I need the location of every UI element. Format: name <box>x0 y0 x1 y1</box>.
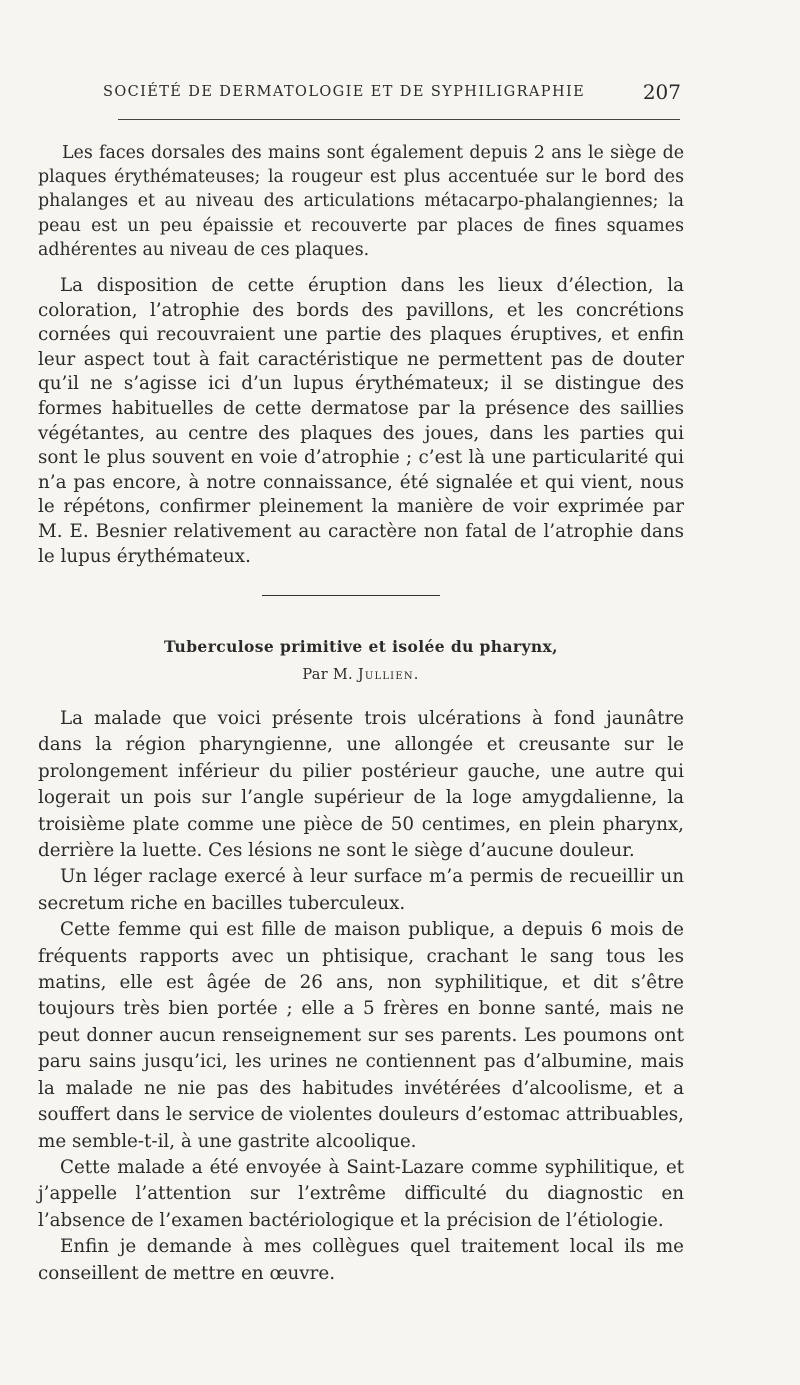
article-byline <box>38 667 684 683</box>
section-separator <box>262 595 440 596</box>
running-title: SOCIÉTÉ DE DERMATOLOGIE ET DE SYPHILIGRAPHIE <box>103 84 586 100</box>
paragraph: Cette femme qui est fille de maison publique, a depuis 6 mois de fréquents rapports avec un phtisique, crachant le sang tous les matins, elle est âgée de 26 ans, non syphilitique, et dit s’être toujours très bien portée ; elle a 5 frères en bonne santé, mais ne peut donner aucun renseignement sur ses parents. Les poumons ont paru sains jusqu’ici, les urines ne contiennent pas d’albumine, mais la malade ne nie pas des habitudes invétérées d’alcoolisme, et a souffert dans le service de violentes douleurs d’estomac attribuables, me semble-t-il, à une gastrite alcoolique. <box>38 919 684 1152</box>
byline-prefix: Par M. <box>302 667 353 683</box>
paragraph: La disposition de cette éruption dans les lieux d’élection, la coloration, l’atrophie des bords des pavillons, et les concrétions cornées qui recouvraient une partie des plaques éruptives, et enfin leur aspect tout à fait caractéristique ne permettent pas de douter qu’il ne s’agisse ici d’un lupus érythémateux; il se distingue des formes habituelles de cette dermatose par la présence des saillies végétantes, au centre des plaques des joues, dans les parties qui sont le plus souvent en voie d’atrophie ; c’est là une particularité qui n’a pas encore, à notre connaissance, été signalée et qui vient, nous le répétons, confirmer pleinement la manière de voir exprimée par M. E. Besnier relativement au caractère non fatal de l’atrophie dans le lupus érythémateux. <box>38 275 684 567</box>
paragraph: Les faces dorsales des mains sont également depuis 2 ans le siège de plaques érythémateuses; la rougeur est plus accentuée sur le bord des phalanges et au niveau des articulations métacarpo-phalangiennes; la peau est un peu épaissie et recouverte par places de fines squames adhérentes au niveau de ces plaques. <box>38 143 684 260</box>
article-title: Tuberculose primitive et isolée du pharynx, <box>164 637 558 656</box>
paragraph: Un léger raclage exercé à leur surface m’a permis de recueillir un secretum riche en bacilles tuberculeux. <box>38 866 684 914</box>
paragraph: La malade que voici présente trois ulcérations à fond jaunâtre dans la région pharyngienne, une allongée et creusante sur le prolongement inférieur du pilier postérieur gauche, une autre qui logerait un pois sur l’angle supérieur de la loge amygdalienne, la troisième plate comme une pièce de 50 centimes, en plein pharynx, derrière la luette. Ces lésions ne sont le siège d’aucune douleur. <box>38 708 684 862</box>
paragraph-block <box>38 141 684 262</box>
article-body <box>38 706 684 1287</box>
paragraph-block <box>38 274 684 569</box>
page-number: 207 <box>642 80 681 104</box>
paragraph: Enfin je demande à mes collègues quel traitement local ils me conseillent de mettre en œuvre. <box>38 1236 684 1284</box>
running-header <box>103 80 681 110</box>
byline-author: Jullien. <box>357 667 420 683</box>
header-rule <box>118 119 680 120</box>
paragraph: Cette malade a été envoyée à Saint-Lazare comme syphilitique, et j’appelle l’attention sur l’extrême difficulté du diagnostic en l’absence de l’examen bactériologique et la précision de l’étiologie. <box>38 1156 684 1231</box>
